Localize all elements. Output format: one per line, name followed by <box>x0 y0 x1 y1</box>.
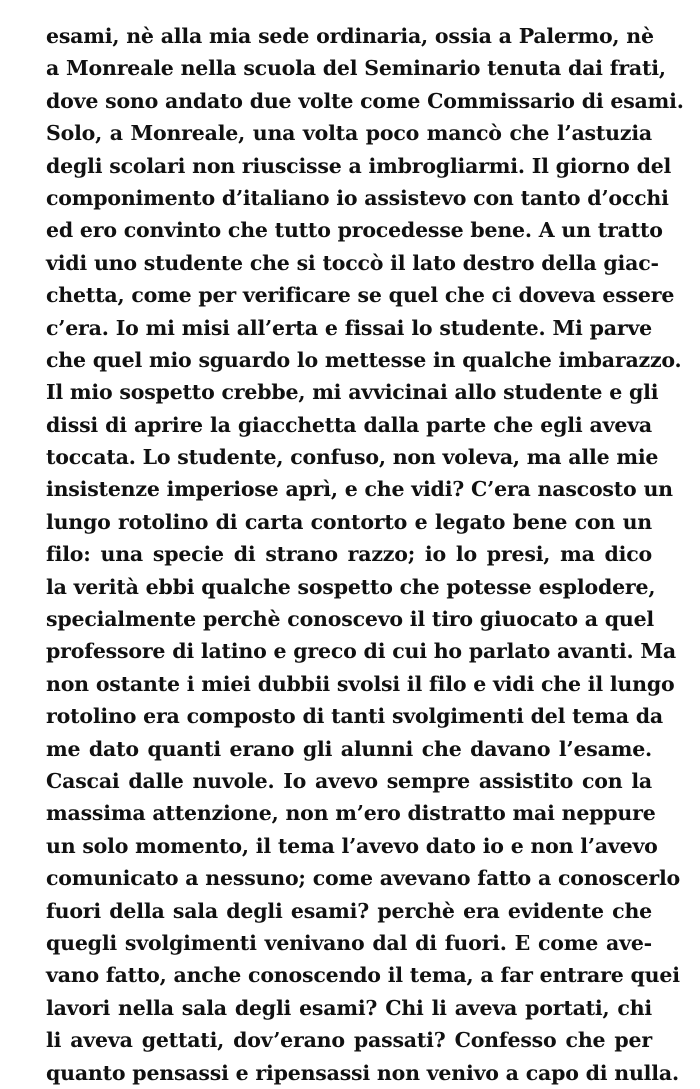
text-line: che quel mio sguardo lo mettesse in qualche imbarazzo. <box>46 347 682 372</box>
text-line: Cascai dalle nuvole. Io avevo sempre assistito con la <box>46 768 652 793</box>
page-text-block <box>46 20 684 1089</box>
text-line: dissi di aprire la giacchetta dalla parte che egli aveva <box>46 412 652 437</box>
text-line: ed ero convinto che tutto procedesse bene. A un tratto <box>46 218 663 243</box>
text-line: esami, nè alla mia sede ordinaria, ossia a Palermo, nè <box>46 24 654 48</box>
text-line: insistenze imperiose aprì, e che vidi? C’era nascosto un <box>46 477 673 502</box>
text-line: un solo momento, il tema l’avevo dato io e non l’avevo <box>46 833 658 858</box>
text-line: la verità ebbi qualche sospetto che potesse esplodere, <box>46 574 656 599</box>
text-line: Il mio sospetto crebbe, mi avvicinai allo studente e gli <box>46 380 659 405</box>
text-line: lungo rotolino di carta contorto e legato bene con un <box>46 509 652 534</box>
text-line: quanto pensassi e ripensassi non venivo a capo di nulla. <box>46 1060 679 1085</box>
text-line: chetta, come per verificare se quel che ci doveva essere <box>46 283 675 308</box>
text-line: comunicato a nessuno; come avevano fatto a conoscerlo <box>46 866 681 891</box>
text-line: vano fatto, anche conoscendo il tema, a far entrare quei <box>46 963 680 988</box>
text-line: toccata. Lo studente, confuso, non voleva, ma alle mie <box>46 445 659 470</box>
text-line: filo: una specie di strano razzo; io lo presi, ma dico <box>46 542 652 567</box>
text-line: degli scolari non riuscisse a imbrogliarmi. Il giorno del <box>46 153 672 178</box>
text-line: li aveva gettati, dov’erano passati? Confesso che per <box>46 1028 652 1053</box>
text-line: c’era. Io mi misi all’erta e fissai lo studente. Mi parve <box>46 315 652 340</box>
text-line: professore di latino e greco di cui ho parlato avanti. Ma <box>46 639 676 664</box>
text-line: fuori della sala degli esami? perchè era evidente che <box>46 898 652 923</box>
text-line: massima attenzione, non m’ero distratto mai neppure <box>46 801 656 826</box>
text-line: non ostante i miei dubbii svolsi il filo e vidi che il lungo <box>46 671 675 696</box>
text-line: Solo, a Monreale, una volta poco mancò che l’astuzia <box>46 121 652 146</box>
text-line: dove sono andato due volte come Commissario di esami. <box>46 88 684 113</box>
text-line: lavori nella sala degli esami? Chi li aveva portati, chi <box>46 995 652 1020</box>
text-line: me dato quanti erano gli alunni che davano l’esame. <box>46 736 652 761</box>
text-line: specialmente perchè conoscevo il tiro giuocato a quel <box>46 607 655 632</box>
text-line: vidi uno studente che si toccò il lato destro della giac- <box>46 250 659 275</box>
text-line: rotolino era composto di tanti svolgimenti del tema da <box>46 704 663 729</box>
text-line: quegli svolgimenti venivano dal di fuori. E come ave- <box>46 930 652 955</box>
text-line: a Monreale nella scuola del Seminario tenuta dai frati, <box>46 56 666 81</box>
text-line: componimento d’italiano io assistevo con tanto d’occhi <box>46 185 669 210</box>
